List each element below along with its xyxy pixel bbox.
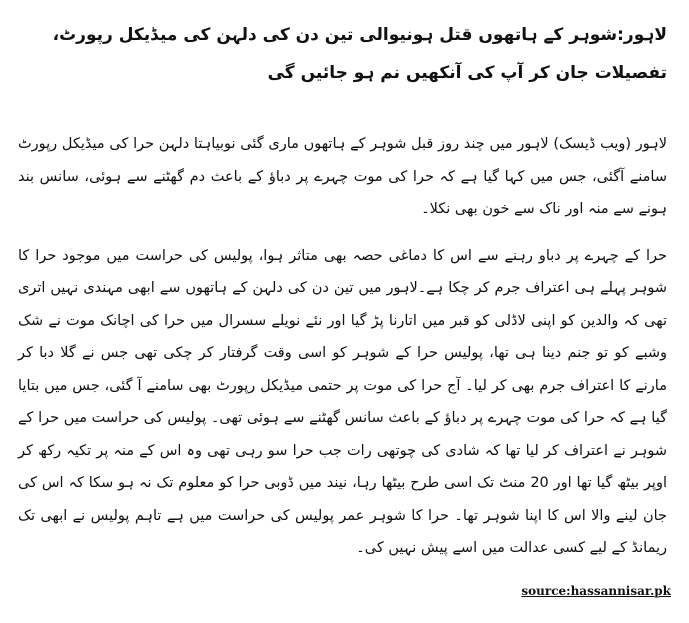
article <box>18 16 667 565</box>
page <box>0 16 689 623</box>
source-credit: source:hassannisar.pk <box>521 584 671 598</box>
article-headline: لاہور:شوہر کے ہاتھوں قتل ہونیوالی تین دن کی دلہن کی میڈیکل رپورٹ، تفصیلات جان کر آپ کی آنکھیں نم ہو جائیں گی <box>52 25 667 83</box>
article-paragraph-body: حرا کے چہرے پر دباو رہنے سے اس کا دماغی حصہ بھی متاثر ہوا، پولیس کی حراست میں موجود حرا کا شوہر پہلے ہی اعتراف جرم کر چکا ہے۔لاہور میں تین دن کی دلہن کے ہاتھوں سے ابھی مہندی نہیں اتری تھی کہ والدین کو اپنی لاڈلی کو قبر میں اتارنا پڑ گیا اور نئے نویلے سسرال میں حرا کی اچانک موت نے شک وشبے کو تو جنم دینا ہی تھا، پولیس حرا کے شوہر کو اسی وقت گرفتار کر چکی تھی جس نے گلا دبا کر مارنے کا اعتراف جرم بھی کر لیا۔ آج حرا کی موت پر حتمی میڈیکل رپورٹ بھی سامنے آ گئی، جس میں بتایا گیا ہے کہ حرا کی موت چہرے پر دباؤ کے باعث سانس گھٹنے سے ہوئی تھی۔ پولیس کی حراست میں حرا کے شوہر نے اعتراف کر لیا تھا کہ شادی کی چوتھی رات جب حرا سو رہی تھی وہ اس کے منہ پر تکیہ رکھ کر اوپر بیٹھ گیا تھا اور 20 منٹ تک اسی طرح بیٹھا رہا، نیند میں ڈوبی حرا کو معلوم تک نہ ہو سکا کہ اس کی جان لینے والا اس کا اپنا شوہر تھا۔ حرا کا شوہر عمر پولیس کی حراست میں ہے تاہم پولیس نے ابھی تک ریمانڈ کے لیے کسی عدالت میں اسے پیش نہیں کی۔ <box>18 247 667 556</box>
article-paragraph-intro: لاہور (ویب ڈیسک) لاہور میں چند روز قبل شوہر کے ہاتھوں ماری گئی نوبیاہتا دلہن حرا کی میڈیکل رپورٹ سامنے آگئی، جس میں کہا گیا ہے کہ حرا کی موت چہرے پر دباؤ کے باعث دم گھٹنے سے ہوئی، سانس بند ہونے سے منہ اور ناک سے خون بھی نکلا۔ <box>18 136 667 217</box>
